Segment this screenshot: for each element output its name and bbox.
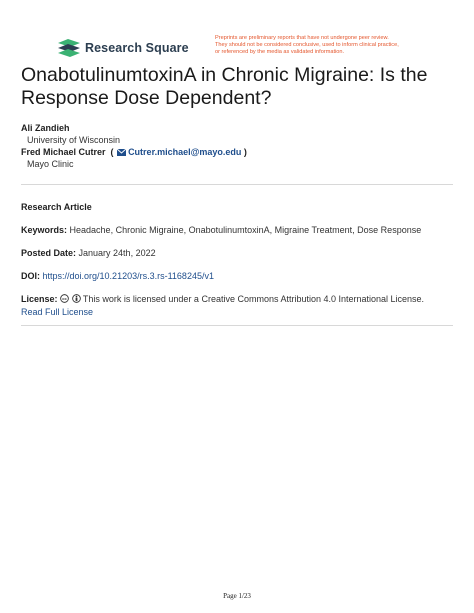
disclaimer-line: They should not be considered conclusive, used to inform clinical practice,: [215, 42, 399, 48]
doi-row: [21, 270, 214, 282]
cc-icon: [60, 294, 69, 303]
posted-date-label: Posted Date:: [21, 248, 77, 258]
envelope-icon: [117, 149, 126, 156]
license-row: [21, 293, 424, 305]
keywords-value: Headache, Chronic Migraine, OnabotulinumtoxinA, Migraine Treatment, Dose Response: [69, 225, 422, 235]
logo-text: Research Square: [85, 41, 189, 55]
article-title: OnabotulinumtoxinA in Chronic Migraine: Is the Response Dose Dependent?: [21, 64, 428, 109]
license-link-row: [21, 306, 93, 318]
author-name[interactable]: Fred Michael Cutrer: [21, 147, 106, 157]
close-paren: ): [243, 147, 247, 157]
disclaimer-line: Preprints are preliminary reports that have not undergone peer review.: [215, 35, 389, 41]
license-text: This work is licensed under a Creative Commons Attribution 4.0 International License.: [82, 294, 425, 304]
svg-text:cc: cc: [62, 296, 67, 302]
author-email-link[interactable]: Cutrer.michael@mayo.edu: [128, 147, 242, 157]
page-number: Page 1/23: [223, 592, 251, 600]
read-full-license-link[interactable]: Read Full License: [21, 307, 94, 317]
divider: [21, 184, 453, 185]
divider: [21, 325, 453, 326]
keywords-label: Keywords:: [21, 225, 68, 235]
preprint-disclaimer: [215, 35, 445, 56]
corresponding-author: [21, 146, 247, 158]
doi-link[interactable]: https://doi.org/10.21203/rs.3.rs-1168245/v1: [42, 271, 214, 281]
author-affiliation: Mayo Clinic: [27, 159, 74, 169]
disclaimer-line: or referenced by the media as validated information.: [215, 49, 345, 55]
posted-date-row: [21, 247, 156, 259]
open-paren: (: [108, 147, 114, 157]
research-square-logo[interactable]: [58, 38, 189, 58]
author-list: [21, 122, 247, 170]
article-type: [21, 201, 92, 213]
by-icon: [72, 294, 81, 303]
keywords-row: [21, 224, 421, 236]
research-square-logo-icon: [58, 39, 80, 57]
license-label: License:: [21, 294, 58, 304]
doi-label: DOI:: [21, 271, 40, 281]
posted-date-value: January 24th, 2022: [78, 248, 156, 258]
author-name[interactable]: Ali Zandieh: [21, 123, 70, 133]
article-type-value: Research Article: [21, 202, 92, 212]
author-affiliation: University of Wisconsin: [27, 135, 121, 145]
